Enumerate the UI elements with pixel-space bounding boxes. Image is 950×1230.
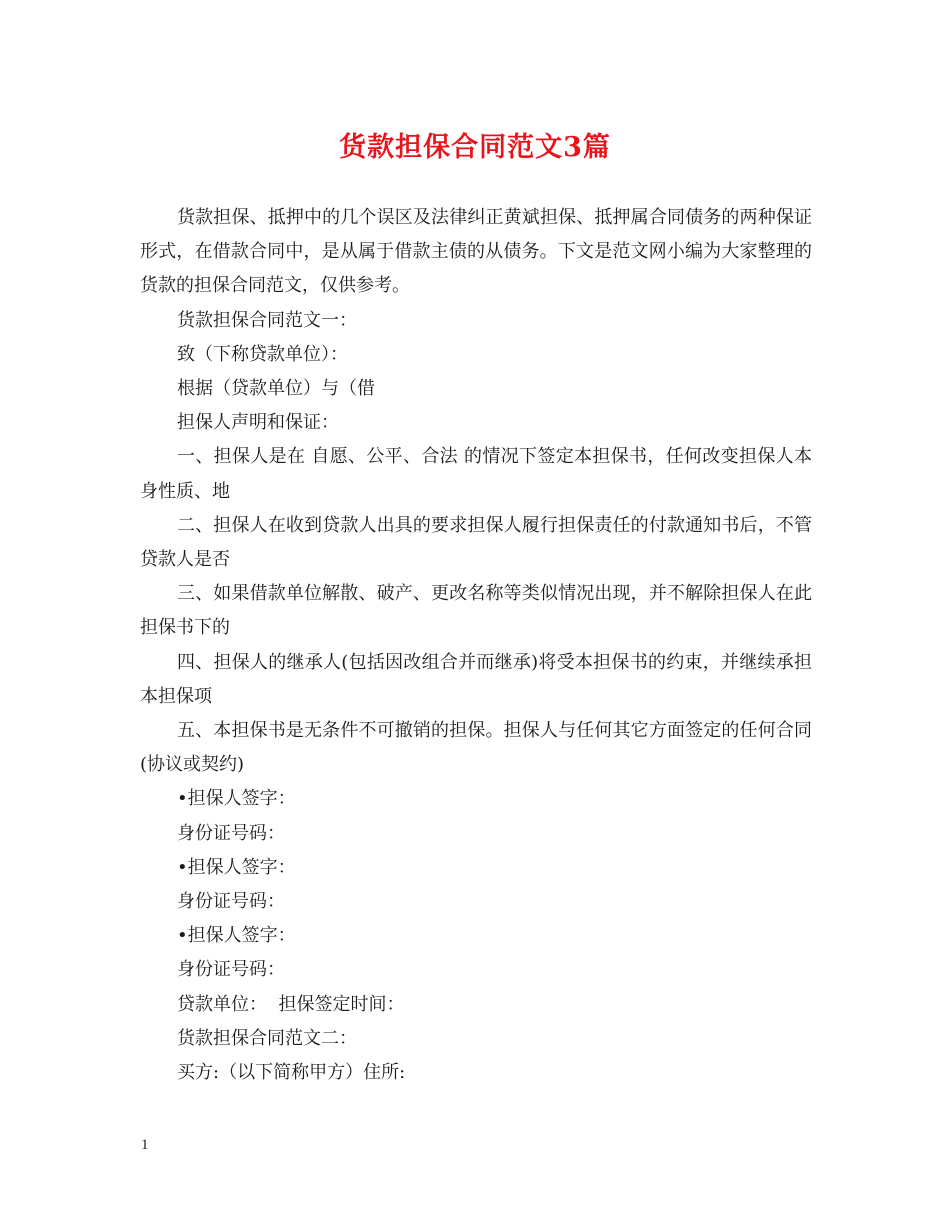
lender-date-line: 贷款单位： 担保签定时间： [177,993,405,1015]
document-body [140,201,812,1090]
guarantor-signature-3: •担保人签字： [177,925,296,947]
clause-5: 五、本担保书是无条件不可撤销的担保。担保人与任何其它方面签定的任何合同(协议或契约) [140,720,812,776]
id-number-1: 身份证号码： [177,822,285,844]
clause-3: 三、如果借款单位解散、破产、更改名称等类似情况出现，并不解除担保人在此担保书下的 [140,583,812,639]
addressee-line: 致（下称贷款单位）： [177,343,348,365]
intro-paragraph: 货款担保、抵押中的几个误区及法律纠正黄斌担保、抵押属合同债务的两种保证形式，在借款合同中，是从属于借款主债的从债务。下文是范文网小编为大家整理的货款的担保合同范文，仅供参考。 [140,207,812,297]
guarantor-signature-1: •担保人签字： [177,788,296,810]
clause-1: 一、担保人是在 自愿、公平、合法 的情况下签定本担保书，任何改变担保人本身性质、地 [140,446,812,502]
clause-4: 四、担保人的继承人(包括因改组合并而继承)将受本担保书的约束，并继续承担本担保项 [140,651,812,707]
id-number-3: 身份证号码： [177,959,285,981]
section-heading-2: 货款担保合同范文二： [177,1027,357,1049]
guarantor-signature-2: •担保人签字： [177,856,296,878]
declaration-heading: 担保人声明和保证： [177,412,339,434]
document-title: 货款担保合同范文3篇 [339,132,611,163]
section-heading-1: 货款担保合同范文一： [177,309,357,331]
clause-2: 二、担保人在收到贷款人出具的要求担保人履行担保责任的付款通知书后，不管贷款人是否 [140,514,812,571]
id-number-2: 身份证号码： [177,891,285,913]
buyer-line: 买方:（以下简称甲方）住所: [177,1062,406,1084]
basis-line: 根据（贷款单位）与（借 [177,378,375,400]
page-number: 1 [141,1137,149,1153]
